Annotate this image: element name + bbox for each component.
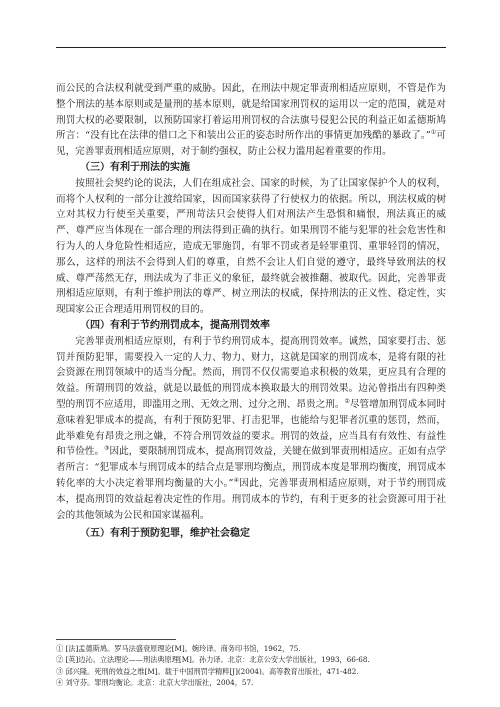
footnotes: [56, 643, 446, 689]
header-rule: [56, 47, 446, 48]
footnote-ref-3: ③: [104, 445, 110, 453]
paragraph-3: [56, 334, 446, 524]
paragraph-1-text: 而公民的合法权利就受到严重的威胁。因此，在刑法中规定罪责刑相适应原则，不管是作为整个刑法的基本原则或是量刑的基本原则，就是给国家刑罚权的运用以一定的范围，就是对刑罚大权的必要限制，以预防国家打着运用刑罚权的合法旗号侵犯公民的利益正如孟德斯鸠所言：“没有比在法律的借口之下和装出公正的姿态时所作出的事情更加残酷的暴政了。”: [56, 83, 446, 142]
footnote-1: ① [法]孟德斯鸠。罗马法盛衰原理论[M]。婉玲译。商务印书馆，1962，75.: [56, 644, 301, 653]
paragraph-2: 按照社会契约论的说法，人们在组成社会、国家的时候，为了让国家保护个人的权利，而将个人权利的一部分让渡给国家，因而国家获得了行使权力的依据。所以，刑法权威的树立对其权力行使至关重要，严刑苛法只会使得人们对刑法产生恐惧和痛恨，刑法真正的威严、尊严应当体现在一部合理的刑法得到正确的执行。如果刑罚不能与犯罪的社会危害性和行为人的人身危险性相适应，造成无罪施罚，有罪不罚或者是轻罪重罚、重罪轻罚的情况，那么，这样的刑法不会得到人们的尊重，自然不会让人们自觉的遵守，最终导致刑法的权威、尊严荡然无存，刑法成为了非正义的象征，最终就会被推翻、被取代。因此，完善罪责刑相适应原则，有利于维护刑法的尊严、树立刑法的权威，保持刑法的正义性、稳定性，实现国家公正合理适用刑罚权的目的。: [56, 177, 446, 316]
section-heading-5: （五）有利于预防犯罪，维护社会稳定: [80, 528, 250, 540]
paragraph-3-mid2: 因此，要限制刑罚成本，提高刑罚效益，关键在做到罪责刑相适应。正如有点学者所言：“犯罪成本与刑罚成本的结合点是罪刑均衡点，刑罚成本度是罪刑均衡度，刑罚成本转化率的大小决定着罪刑均衡量的大小。”: [56, 446, 446, 489]
footnote-3: ③ 邱兴隆。死刑的效益之维[M]。载于中国刑罚学精粹[J](2004)。高等教育出版社，471-482.: [56, 666, 359, 676]
footnote-ref-2: ②: [344, 397, 350, 405]
paragraph-1-end: 可见，完善罪责刑相适应原则，对于制约强权，防止公权力滥用起着重要的作用。: [56, 130, 446, 158]
footnote-2: ② [英]边沁。立法理论——刑法典原理[M]。孙力译。北京：北京公安大学出版社，1993，66-68.: [56, 655, 370, 665]
paragraph-3-mid: 尽管增加刑罚成本同时意味着犯罪成本的提高，有利于预防犯罪、打击犯罪，也能给与犯罪者沉重的惩罚，然而，此举难免有昂贵之刑之嫌，不符合刑罚效益的要求。刑罚的效益，应当具有有效性、有益性和节俭性。: [56, 398, 447, 458]
paragraph-3-text: 完善罪责刑相适应原则，有利于节约刑罚成本，提高刑罚效率。诚然，国家要打击、惩罚并预防犯罪，需要投入一定的人力、物力、财力，这就是国家的刑罚成本，是将有限的社会资源在刑罚领域中的适当分配。然而，刑罚不仅仅需要追求积极的效果，更应具有合理的效益。所谓刑罚的效益，就是以最低的刑罚成本换取最大的刑罚效果。边沁曾指出有四种类型的刑罚不应适用，即滥用之刑、无效之刑、过分之刑、昂贵之刑。: [56, 335, 446, 410]
paragraph-3-end: 因此，完善罪责刑相适应原则，对于节约刑罚成本，提高刑罚的效益起着决定性的作用。刑罚成本的节约，有利于更多的社会资源可用于社会的其他领域为公民和国家谋福利。: [56, 477, 446, 521]
footnote-ref-1: ①: [430, 129, 437, 137]
footnote-rule: [56, 639, 176, 640]
footnote-4: ④ 刘守芬。罪刑均衡论。北京：北京大学出版社，2004，57.: [56, 678, 254, 688]
section-heading-3: （三）有利于刑法的实施: [80, 161, 190, 173]
paragraph-1: [56, 81, 446, 160]
body-text: [56, 81, 446, 542]
section-heading-4: （四）有利于节约刑罚成本，提高刑罚效率: [80, 319, 270, 331]
footnote-ref-4: ④: [233, 476, 240, 484]
